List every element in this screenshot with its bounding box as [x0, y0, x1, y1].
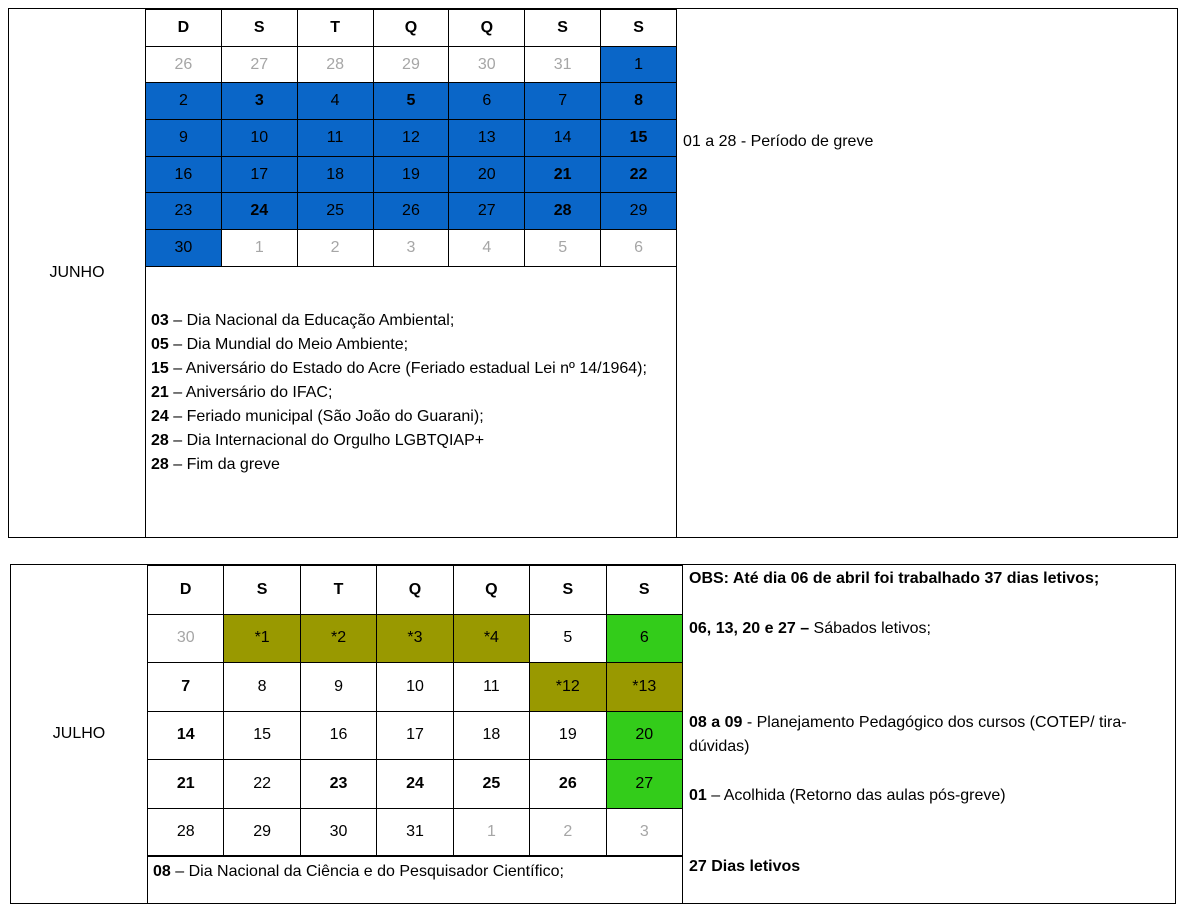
june-events-list — [151, 309, 671, 477]
event-line — [151, 429, 671, 453]
day-cell: 22 — [601, 156, 677, 193]
june-events-cell — [145, 265, 677, 537]
day-cell: 5 — [373, 83, 449, 120]
day-cell: *12 — [530, 663, 606, 712]
day-cell: 11 — [297, 120, 373, 157]
event-line — [151, 357, 671, 381]
day-cell: 24 — [377, 760, 453, 809]
saturdays-text: Sábados letivos; — [809, 620, 931, 637]
day-cell: 24 — [221, 193, 297, 230]
day-cell: 16 — [146, 156, 222, 193]
day-cell: 29 — [373, 46, 449, 83]
day-cell: 20 — [606, 711, 682, 760]
day-cell: 1 — [453, 808, 529, 857]
day-cell: 19 — [530, 711, 606, 760]
day-cell: 12 — [373, 120, 449, 157]
july-calendar-block — [10, 564, 1176, 904]
event-text: – Dia Nacional da Ciência e do Pesquisador Científico; — [170, 863, 564, 880]
welcome-note — [689, 784, 1006, 808]
event-text: – Feriado municipal (São João do Guarani); — [168, 408, 484, 425]
week-row — [146, 230, 677, 267]
day-cell: 1 — [221, 230, 297, 267]
day-cell: 19 — [373, 156, 449, 193]
event-text: – Dia Nacional da Educação Ambiental; — [168, 312, 455, 329]
day-cell: 9 — [300, 663, 376, 712]
day-cell: 28 — [297, 46, 373, 83]
event-text: – Aniversário do Estado do Acre (Feriado estadual Lei nº 14/1964); — [168, 360, 647, 377]
event-line — [151, 333, 671, 357]
weekday-header-row — [146, 10, 677, 47]
day-cell: 1 — [601, 46, 677, 83]
welcome-days: 01 — [689, 787, 707, 804]
day-cell: 7 — [148, 663, 224, 712]
event-text: – Dia Internacional do Orgulho LGBTQIAP+ — [168, 432, 485, 449]
day-cell: 8 — [601, 83, 677, 120]
day-cell: 30 — [146, 230, 222, 267]
day-cell: 18 — [297, 156, 373, 193]
day-cell: 3 — [606, 808, 682, 857]
day-cell: 23 — [146, 193, 222, 230]
day-cell: 29 — [601, 193, 677, 230]
day-cell: 10 — [221, 120, 297, 157]
saturdays-note — [689, 617, 931, 641]
day-cell: 4 — [449, 230, 525, 267]
event-day: 15 — [151, 360, 169, 377]
june-side-note: 01 a 28 - Período de greve — [683, 133, 874, 150]
event-line — [151, 453, 671, 477]
week-row — [148, 808, 683, 857]
day-cell: *4 — [453, 614, 529, 663]
event-text: – Dia Mundial do Meio Ambiente; — [168, 336, 409, 353]
week-row — [146, 46, 677, 83]
planning-note — [689, 711, 1159, 759]
week-row — [148, 614, 683, 663]
event-line — [151, 309, 671, 333]
weekday-header: Q — [373, 10, 449, 47]
day-cell: 26 — [373, 193, 449, 230]
planning-days: 08 a 09 — [689, 714, 743, 731]
june-calendar-block — [8, 8, 1178, 538]
day-cell: 25 — [297, 193, 373, 230]
day-cell: 21 — [148, 760, 224, 809]
weekday-header: Q — [453, 566, 529, 615]
day-cell: 2 — [297, 230, 373, 267]
day-cell: 16 — [300, 711, 376, 760]
day-cell: 18 — [453, 711, 529, 760]
day-cell: 27 — [606, 760, 682, 809]
week-row — [148, 711, 683, 760]
day-cell: 6 — [601, 230, 677, 267]
day-cell: 25 — [453, 760, 529, 809]
weekday-header: S — [606, 566, 682, 615]
month-label-cell — [11, 565, 148, 903]
planning-text: - Planejamento Pedagógico dos cursos (COTEP/ tira-dúvidas) — [689, 714, 1127, 755]
event-line — [151, 381, 671, 405]
day-cell: 27 — [449, 193, 525, 230]
day-cell: 2 — [530, 808, 606, 857]
day-cell: 17 — [221, 156, 297, 193]
day-cell: 17 — [377, 711, 453, 760]
obs-note: OBS: Até dia 06 de abril foi trabalhado 37 dias letivos; — [689, 570, 1100, 587]
day-cell: 2 — [146, 83, 222, 120]
event-day: 28 — [151, 456, 169, 473]
day-cell: 13 — [449, 120, 525, 157]
day-cell: 20 — [449, 156, 525, 193]
event-day: 28 — [151, 432, 169, 449]
day-cell: 28 — [525, 193, 601, 230]
day-cell: 29 — [224, 808, 300, 857]
weekday-header: S — [601, 10, 677, 47]
event-line — [153, 860, 673, 884]
weekday-header: D — [148, 566, 224, 615]
saturdays-days: 06, 13, 20 e 27 – — [689, 620, 810, 637]
event-day: 08 — [153, 863, 171, 880]
day-cell: *1 — [224, 614, 300, 663]
day-cell: 10 — [377, 663, 453, 712]
weekday-header: S — [221, 10, 297, 47]
day-cell: 30 — [148, 614, 224, 663]
day-cell: 14 — [148, 711, 224, 760]
day-cell: 26 — [146, 46, 222, 83]
week-row — [146, 83, 677, 120]
month-label: JUNHO — [49, 264, 105, 281]
july-side-notes — [683, 565, 1175, 903]
day-cell: 3 — [373, 230, 449, 267]
day-cell: 26 — [530, 760, 606, 809]
day-cell: 11 — [453, 663, 529, 712]
july-events-cell — [147, 855, 683, 903]
day-cell: 21 — [525, 156, 601, 193]
weekday-header: S — [525, 10, 601, 47]
weekday-header: T — [300, 566, 376, 615]
month-label: JULHO — [52, 725, 106, 742]
day-cell: 30 — [449, 46, 525, 83]
event-day: 03 — [151, 312, 169, 329]
event-line — [151, 405, 671, 429]
day-cell: 3 — [221, 83, 297, 120]
day-cell: 6 — [449, 83, 525, 120]
july-calendar-grid — [147, 565, 683, 857]
day-cell: 15 — [601, 120, 677, 157]
day-cell: 6 — [606, 614, 682, 663]
event-text: – Aniversário do IFAC; — [168, 384, 333, 401]
june-calendar-grid — [145, 9, 677, 267]
day-cell: 5 — [525, 230, 601, 267]
day-cell: 23 — [300, 760, 376, 809]
day-cell: 27 — [221, 46, 297, 83]
day-cell: 4 — [297, 83, 373, 120]
day-cell: *2 — [300, 614, 376, 663]
day-cell: 7 — [525, 83, 601, 120]
day-cell: 14 — [525, 120, 601, 157]
day-cell: 31 — [377, 808, 453, 857]
event-day: 21 — [151, 384, 169, 401]
day-cell: *3 — [377, 614, 453, 663]
weekday-header: Q — [377, 566, 453, 615]
week-row — [148, 760, 683, 809]
weekday-header: D — [146, 10, 222, 47]
weekday-header: Q — [449, 10, 525, 47]
day-cell: 15 — [224, 711, 300, 760]
week-row — [148, 663, 683, 712]
day-cell: 31 — [525, 46, 601, 83]
event-day: 05 — [151, 336, 169, 353]
day-cell: 9 — [146, 120, 222, 157]
week-row — [146, 156, 677, 193]
event-day: 24 — [151, 408, 169, 425]
day-cell: *13 — [606, 663, 682, 712]
july-events-list — [153, 860, 673, 884]
total-days-note: 27 Dias letivos — [689, 858, 801, 875]
week-row — [146, 120, 677, 157]
day-cell: 28 — [148, 808, 224, 857]
month-label-cell — [9, 9, 146, 537]
weekday-header-row — [148, 566, 683, 615]
weekday-header: S — [530, 566, 606, 615]
weekday-header: T — [297, 10, 373, 47]
weekday-header: S — [224, 566, 300, 615]
welcome-text: – Acolhida (Retorno das aulas pós-greve) — [706, 787, 1006, 804]
day-cell: 5 — [530, 614, 606, 663]
week-row — [146, 193, 677, 230]
event-text: – Fim da greve — [168, 456, 280, 473]
day-cell: 8 — [224, 663, 300, 712]
day-cell: 22 — [224, 760, 300, 809]
day-cell: 30 — [300, 808, 376, 857]
